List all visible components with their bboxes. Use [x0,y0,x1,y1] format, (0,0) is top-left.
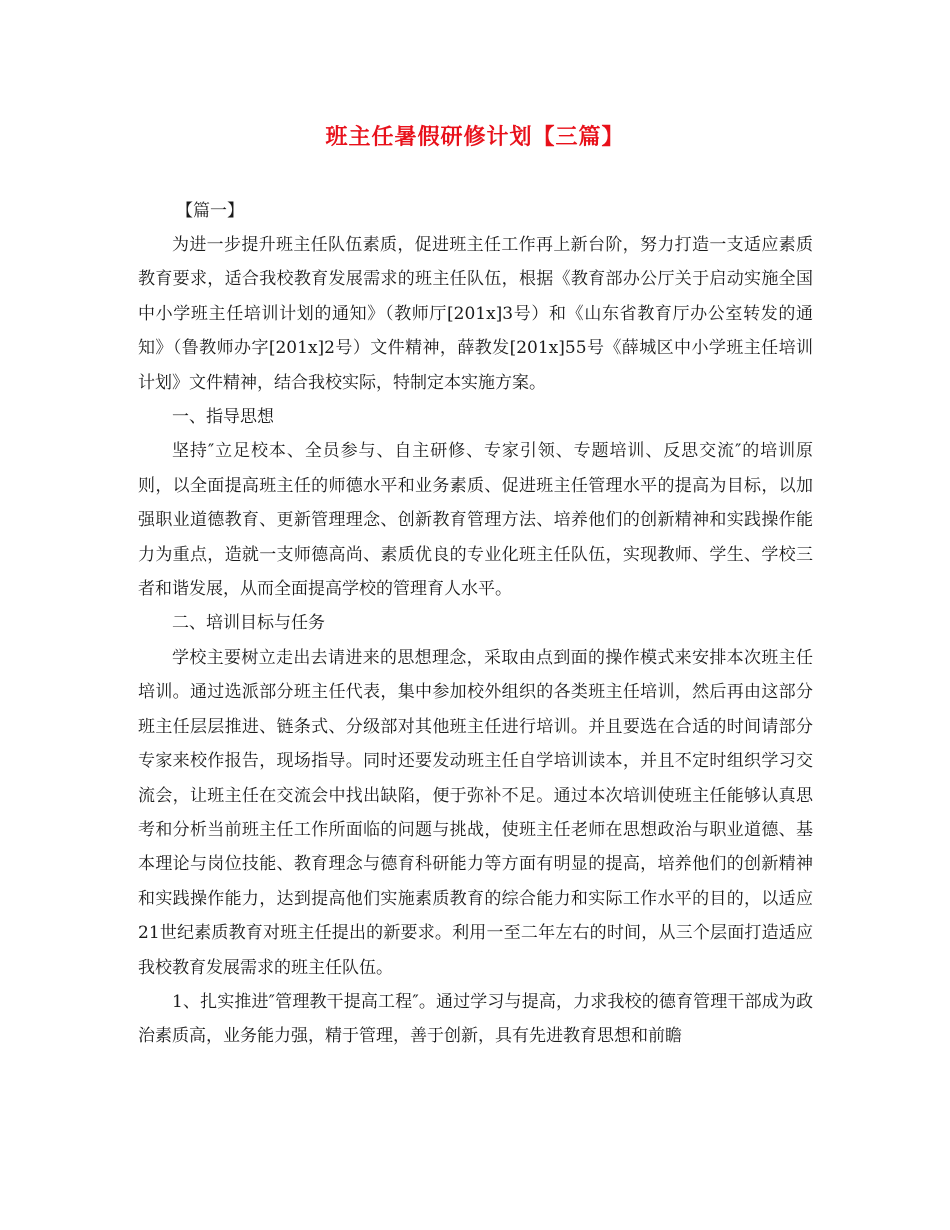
paragraph-item-1: 1、扎实推进″管理教干提高工程″。通过学习与提高，力求我校的德育管理干部成为政治素质高，业务能力强，精于管理，善于创新，具有先进教育思想和前瞻 [138,991,813,1047]
section-label: 【篇一】 [176,201,244,221]
paragraph-training-goals: 学校主要树立走出去请进来的思想理念，采取由点到面的操作模式来安排本次班主任培训。通过选派部分班主任代表，集中参加校外组织的各类班主任培训，然后再由这部分班主任层层推进、链条式、分级部对其他班主任进行培训。并且要选在合适的时间请部分专家来校作报告，现场指导。同时还要发动班主任自学培训读本，并且不定时组织学习交流会，让班主任在交流会中找出缺陷，便于弥补不足。通过本次培训使班主任能够认真思考和分析当前班主任工作所面临的问题与挑战，使班主任老师在思想政治与职业道德、基本理论与岗位技能、教育理念与德育科研能力等方面有明显的提高，培养他们的创新精神和实践操作能力，达到提高他们实施素质教育的综合能力和实际工作水平的目的，以适应21世纪素质教育对班主任提出的新要求。利用一至二年左右的时间，从三个层面打造适应我校教育发展需求的班主任队伍。 [138,647,813,978]
document-title: 班主任暑假研修计划【三篇】 [325,124,625,150]
heading-training-goals: 二、培训目标与任务 [172,613,325,634]
heading-guiding-ideology: 一、指导思想 [172,407,274,428]
paragraph-intro: 为进一步提升班主任队伍素质，促进班主任工作再上新台阶，努力打造一支适应素质教育要求，适合我校教育发展需求的班主任队伍，根据《教育部办公厅关于启动实施全国中小学班主任培训计划的通知》（教师厅[201x]3号）和《山东省教育厅办公室转发的通知》（鲁教师办字[201x]2号）文件精神，薛教发[201x]55号《薛城区中小学班主任培训计划》文件精神，结合我校实际，特制定本实施方案。 [138,235,813,393]
document-body [138,228,813,1054]
paragraph-guiding-ideology: 坚持″立足校本、全员参与、自主研修、专家引领、专题培训、反思交流″的培训原则，以全面提高班主任的师德水平和业务素质、促进班主任管理水平的提高为目标，以加强职业道德教育、更新管理理念、创新教育管理方法、培养他们的创新精神和实践操作能力为重点，造就一支师德高尚、素质优良的专业化班主任队伍，实现教师、学生、学校三者和谐发展，从而全面提高学校的管理育人水平。 [138,441,813,600]
